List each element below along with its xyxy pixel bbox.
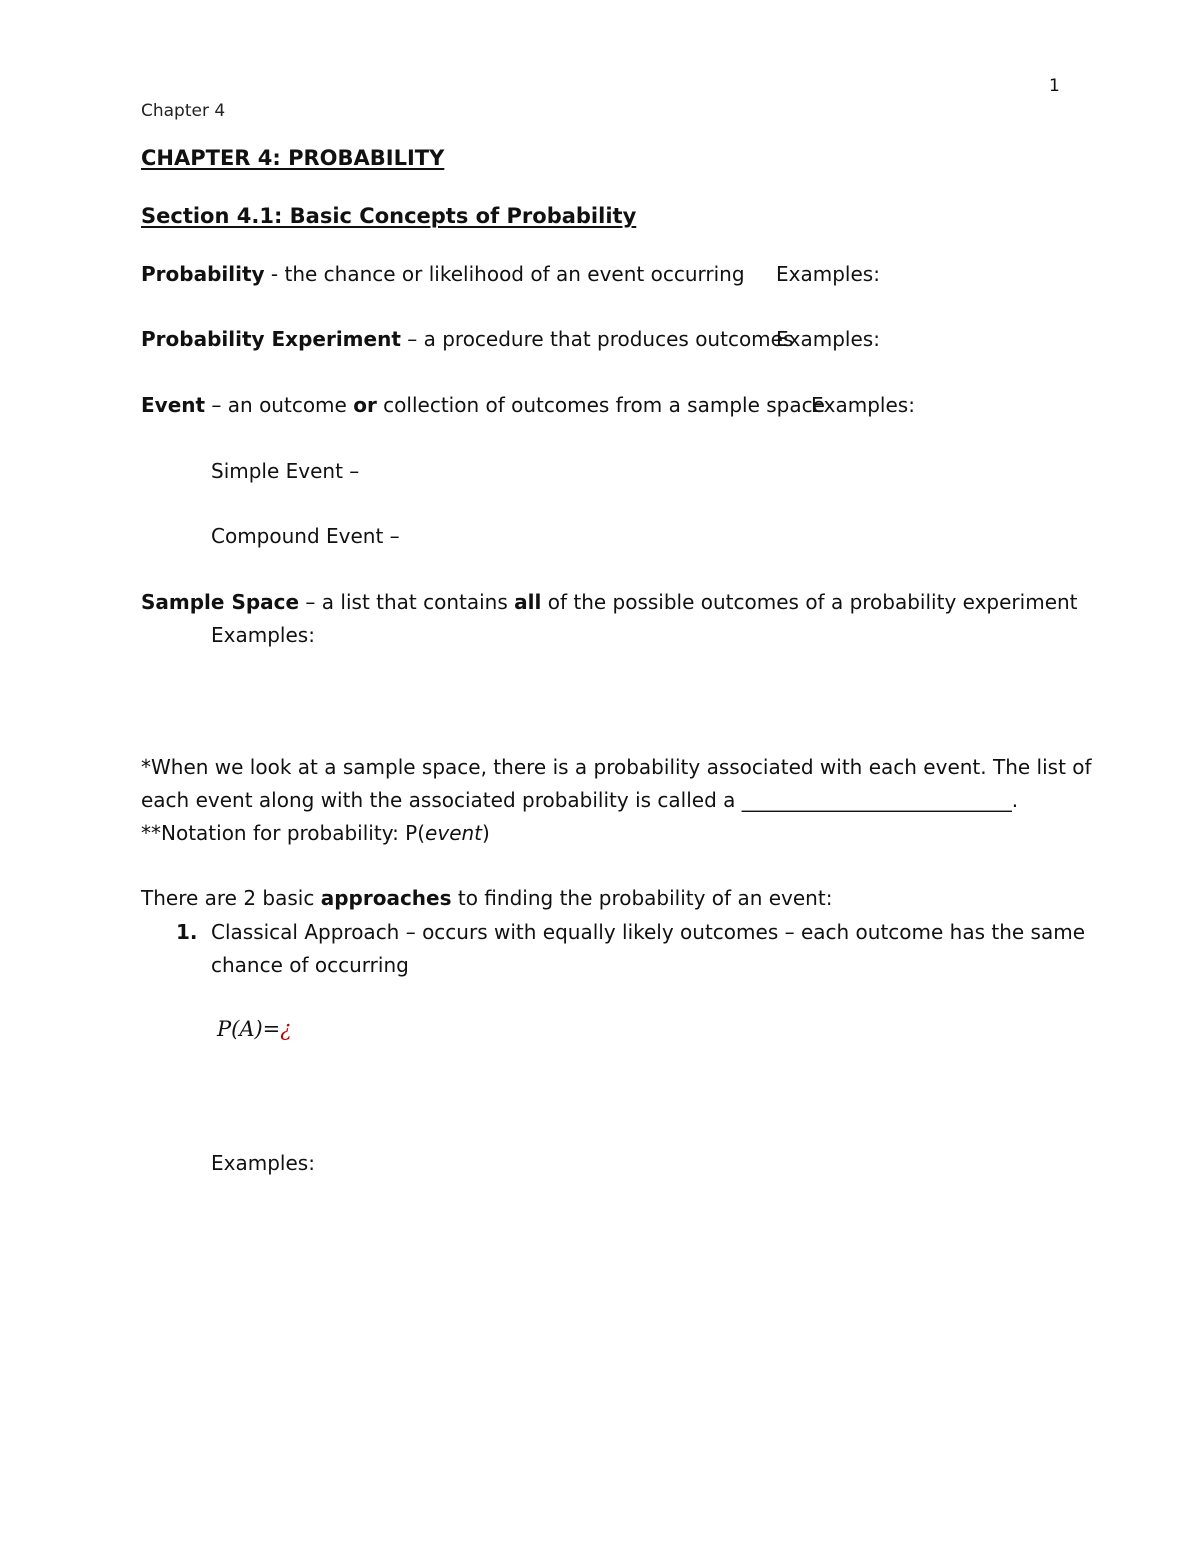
sample-space-text-a: – a list that contains bbox=[299, 590, 515, 614]
running-header: Chapter 4 bbox=[141, 101, 226, 121]
sample-space-text-b: of the possible outcomes of a probability experiment bbox=[541, 590, 1078, 614]
event-term: Event bbox=[141, 393, 206, 417]
note-line-1: *When we look at a sample space, there is a probability associated with each event. The list of bbox=[141, 755, 1092, 779]
experiment-term: Probability Experiment bbox=[141, 327, 401, 351]
compound-event-label: Compound Event – bbox=[211, 524, 400, 548]
experiment-definition bbox=[141, 326, 793, 352]
event-definition bbox=[141, 392, 825, 418]
sample-space-examples-label: Examples: bbox=[211, 623, 315, 647]
event-examples-label: Examples: bbox=[811, 393, 915, 417]
probability-definition bbox=[141, 261, 745, 287]
experiment-examples-label: Examples: bbox=[776, 327, 880, 351]
formula-rhs: ¿ bbox=[280, 1017, 292, 1041]
notation-line bbox=[141, 820, 490, 846]
notation-text-b: ) bbox=[482, 821, 490, 845]
classical-formula bbox=[217, 1017, 292, 1041]
notation-event: event bbox=[425, 821, 483, 845]
approaches-intro-a: There are 2 basic bbox=[141, 886, 321, 910]
notation-text-a: **Notation for probability: P( bbox=[141, 821, 426, 845]
chapter-title: CHAPTER 4: PROBABILITY bbox=[141, 146, 445, 170]
probability-text: - the chance or likelihood of an event occurring bbox=[264, 262, 745, 286]
experiment-text: – a procedure that produces outcomes bbox=[400, 327, 794, 351]
note-line-2: each event along with the associated probability is called a ___________________________. bbox=[141, 788, 1019, 812]
sample-space-text-all: all bbox=[514, 590, 542, 614]
classical-approach-line-1: Classical Approach – occurs with equally likely outcomes – each outcome has the same bbox=[211, 920, 1086, 944]
list-item-number-1: 1. bbox=[176, 920, 198, 944]
probability-term: Probability bbox=[141, 262, 265, 286]
classical-examples-label: Examples: bbox=[211, 1151, 315, 1175]
page-number: 1 bbox=[1049, 76, 1060, 96]
probability-examples-label: Examples: bbox=[776, 262, 880, 286]
section-title: Section 4.1: Basic Concepts of Probability bbox=[141, 204, 637, 228]
simple-event-label: Simple Event – bbox=[211, 459, 360, 483]
sample-space-definition bbox=[141, 589, 1078, 615]
formula-lhs: P(A)= bbox=[217, 1017, 281, 1041]
approaches-intro bbox=[141, 885, 832, 911]
classical-approach-line-2: chance of occurring bbox=[211, 953, 409, 977]
event-text-a: – an outcome bbox=[205, 393, 354, 417]
approaches-intro-bold: approaches bbox=[320, 886, 452, 910]
event-text-or: or bbox=[353, 393, 377, 417]
approaches-intro-b: to finding the probability of an event: bbox=[451, 886, 833, 910]
sample-space-term: Sample Space bbox=[141, 590, 300, 614]
event-text-b: collection of outcomes from a sample space bbox=[376, 393, 825, 417]
